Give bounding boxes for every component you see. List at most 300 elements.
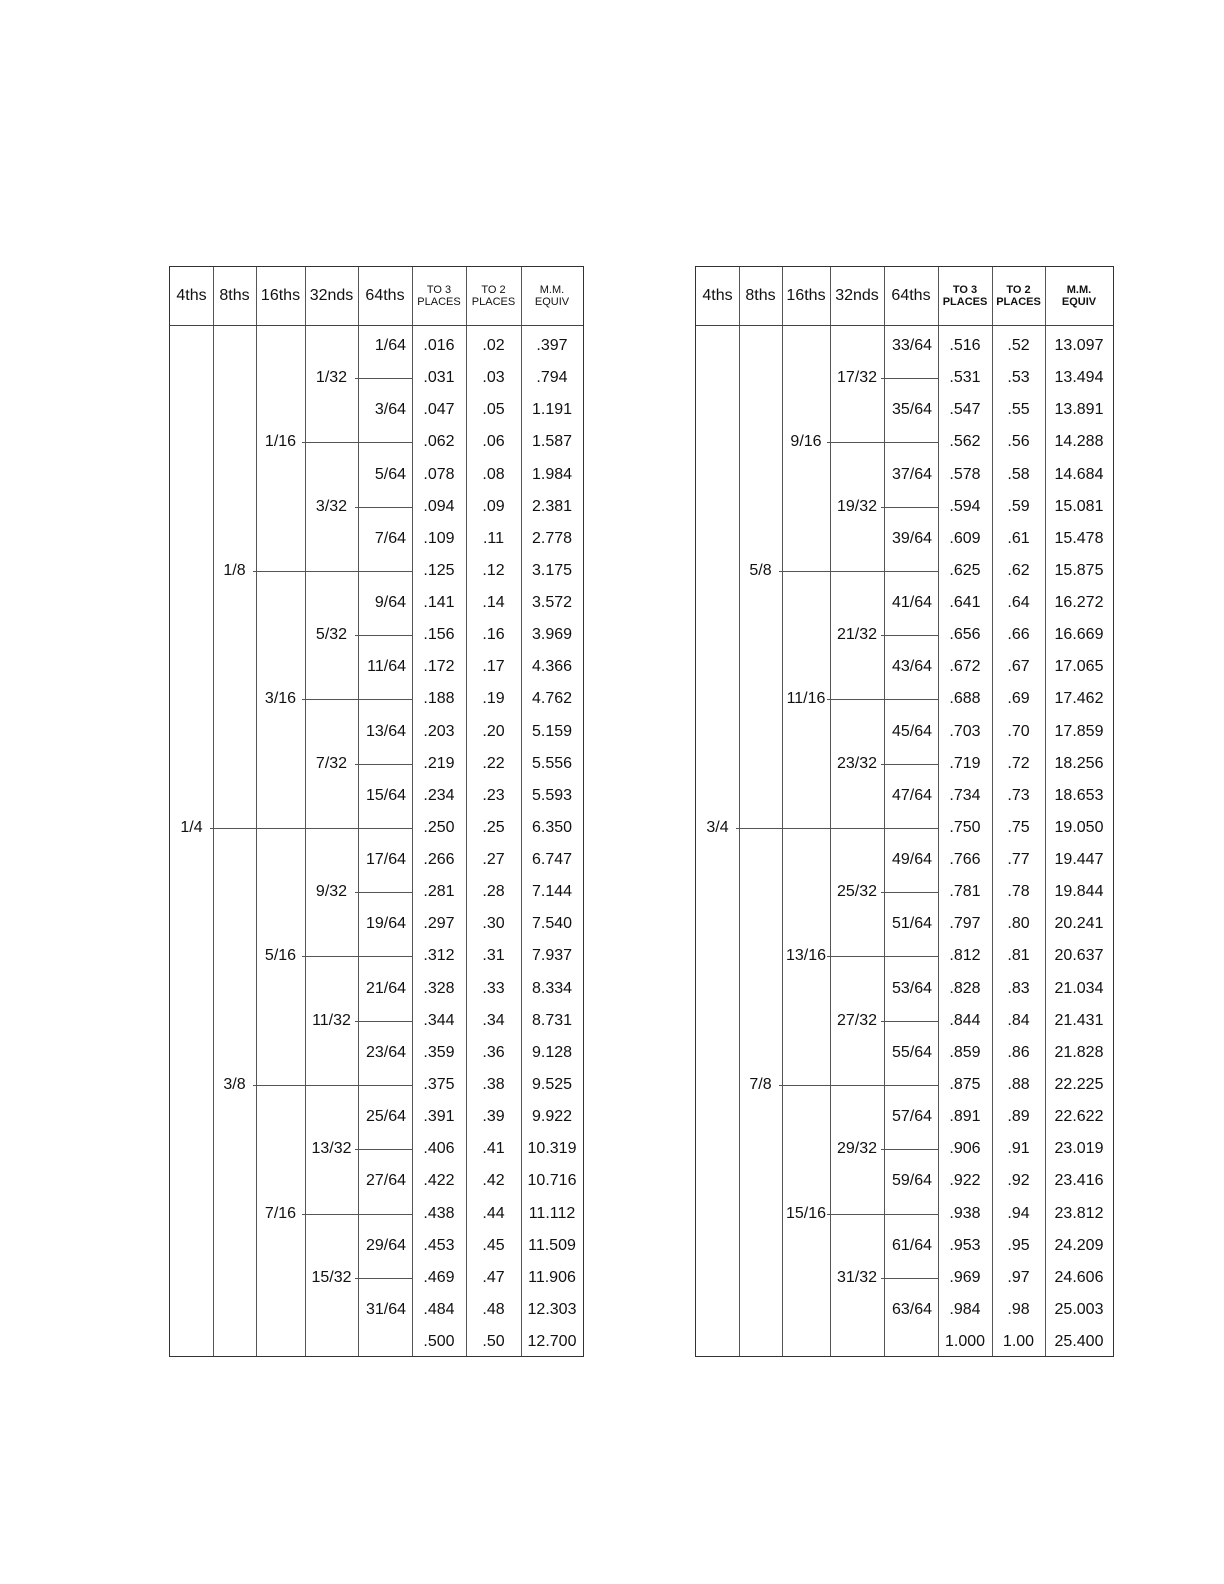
mm-equivalent: 21.034 — [1054, 979, 1104, 997]
mm-equivalent: 24.606 — [1054, 1268, 1104, 1286]
decimal-2-places: .66 — [1007, 626, 1030, 644]
mm-equivalent: 1.191 — [531, 401, 573, 419]
mm-equivalent: 12.303 — [527, 1300, 577, 1318]
decimal-3-places: .734 — [949, 786, 981, 804]
fraction-label: 53/64 — [891, 979, 932, 997]
decimal-2-places: .88 — [1007, 1075, 1030, 1093]
fraction-leader-line — [827, 956, 938, 957]
column-header-line: M.M. — [1066, 284, 1092, 296]
decimal-3-places: .219 — [423, 754, 455, 772]
column-header — [992, 267, 1045, 325]
decimal-2-places: .61 — [1007, 529, 1030, 547]
mm-equivalent: 15.875 — [1054, 561, 1104, 579]
decimal-3-places: .125 — [423, 561, 455, 579]
decimal-3-places: .828 — [949, 979, 981, 997]
mm-equivalent: 2.778 — [531, 529, 573, 547]
mm-equivalent: 2.381 — [531, 497, 573, 515]
decimal-3-places: .750 — [949, 818, 981, 836]
fraction-label: 19/32 — [836, 497, 878, 515]
decimal-2-places: .39 — [482, 1108, 505, 1126]
fraction-label: 17/64 — [365, 851, 406, 869]
column-divider — [521, 267, 522, 1356]
fraction-label: 27/32 — [836, 1011, 878, 1029]
decimal-2-places: .84 — [1007, 1011, 1030, 1029]
fraction-label: 15/32 — [311, 1268, 352, 1286]
mm-equivalent: 8.334 — [531, 979, 573, 997]
fraction-label: 59/64 — [891, 1172, 932, 1190]
mm-equivalent: 15.478 — [1054, 529, 1104, 547]
decimal-2-places: .27 — [482, 851, 505, 869]
column-header — [466, 267, 521, 325]
decimal-2-places: .06 — [482, 433, 505, 451]
decimal-2-places: .23 — [482, 786, 505, 804]
column-header: 8ths — [219, 287, 250, 304]
decimal-2-places: .09 — [482, 497, 505, 515]
fraction-label: 35/64 — [891, 401, 932, 419]
fraction-leader-line — [355, 1278, 412, 1279]
fraction-label: 3/8 — [223, 1075, 246, 1093]
mm-equivalent: 7.937 — [531, 947, 573, 965]
decimal-3-places: .641 — [949, 594, 981, 612]
fraction-label: 47/64 — [891, 786, 932, 804]
fraction-label: 57/64 — [891, 1108, 932, 1126]
decimal-2-places: .97 — [1007, 1268, 1030, 1286]
header-divider — [696, 325, 1113, 326]
column-header — [1045, 267, 1113, 325]
column-header — [938, 267, 992, 325]
fraction-label: 31/32 — [836, 1268, 878, 1286]
decimal-3-places: .156 — [423, 626, 455, 644]
decimal-2-places: .30 — [482, 915, 505, 933]
fraction-label: 7/16 — [264, 1204, 297, 1222]
decimal-3-places: 1.000 — [944, 1333, 986, 1351]
mm-equivalent: 23.416 — [1054, 1172, 1104, 1190]
fraction-label: 25/32 — [836, 883, 878, 901]
decimal-2-places: .36 — [482, 1043, 505, 1061]
column-header — [412, 267, 466, 325]
decimal-3-places: .141 — [423, 594, 455, 612]
decimal-2-places: .38 — [482, 1075, 505, 1093]
decimal-3-places: .672 — [949, 658, 981, 676]
fraction-leader-line — [827, 699, 938, 700]
fraction-label: 5/32 — [315, 626, 348, 644]
decimal-3-places: .844 — [949, 1011, 981, 1029]
decimal-2-places: .86 — [1007, 1043, 1030, 1061]
mm-equivalent: 25.400 — [1054, 1333, 1104, 1351]
decimal-2-places: .83 — [1007, 979, 1030, 997]
fraction-leader-line — [881, 507, 938, 508]
decimal-2-places: .69 — [1007, 690, 1030, 708]
decimal-3-places: .297 — [423, 915, 455, 933]
fraction-label: 33/64 — [891, 337, 932, 354]
column-header: 4ths — [702, 287, 733, 304]
fraction-label: 23/64 — [365, 1043, 406, 1061]
fraction-leader-line — [210, 828, 412, 829]
decimal-3-places: .500 — [423, 1333, 455, 1351]
mm-equivalent: 6.747 — [531, 851, 573, 869]
decimal-2-places: .28 — [482, 883, 505, 901]
mm-equivalent: 4.762 — [531, 690, 573, 708]
fraction-label: 3/64 — [374, 401, 406, 419]
decimal-3-places: .578 — [949, 465, 981, 483]
decimal-2-places: .34 — [482, 1011, 505, 1029]
mm-equivalent: 16.669 — [1054, 626, 1104, 644]
fraction-label: 21/64 — [365, 979, 406, 997]
column-header-line: EQUIV — [534, 296, 570, 308]
fraction-label: 1/8 — [223, 561, 246, 579]
fraction-label: 29/64 — [365, 1236, 406, 1254]
decimal-3-places: .859 — [949, 1043, 981, 1061]
fraction-label: 11/16 — [786, 690, 826, 708]
column-header-line: TO 3 — [426, 284, 452, 296]
mm-equivalent: 8.731 — [531, 1011, 573, 1029]
column-divider — [358, 267, 359, 1356]
fraction-label: 5/64 — [374, 465, 406, 483]
decimal-2-places: .80 — [1007, 915, 1030, 933]
fraction-label: 27/64 — [365, 1172, 406, 1190]
decimal-2-places: .03 — [482, 369, 505, 387]
column-header: 8ths — [745, 287, 776, 304]
mm-equivalent: 10.319 — [527, 1140, 577, 1158]
mm-equivalent: 3.572 — [531, 594, 573, 612]
column-header-line: EQUIV — [1061, 296, 1097, 308]
column-divider — [256, 267, 257, 1356]
decimal-3-places: .984 — [949, 1300, 981, 1318]
decimal-2-places: .48 — [482, 1300, 505, 1318]
column-divider — [213, 267, 214, 1356]
column-divider — [739, 267, 740, 1356]
mm-equivalent: 20.241 — [1054, 915, 1104, 933]
fraction-leader-line — [355, 892, 412, 893]
mm-equivalent: 11.509 — [528, 1236, 576, 1254]
mm-equivalent: 13.097 — [1054, 337, 1104, 354]
mm-equivalent: 15.081 — [1054, 497, 1104, 515]
fraction-leader-line — [355, 1021, 412, 1022]
decimal-3-places: .656 — [949, 626, 981, 644]
fraction-leader-line — [355, 378, 412, 379]
fraction-label: 1/4 — [180, 818, 203, 836]
mm-equivalent: 21.431 — [1054, 1011, 1104, 1029]
mm-equivalent: 9.922 — [531, 1108, 573, 1126]
decimal-3-places: .766 — [949, 851, 981, 869]
decimal-2-places: .14 — [482, 594, 505, 612]
fraction-leader-line — [881, 1149, 938, 1150]
column-divider — [884, 267, 885, 1356]
fraction-label: 39/64 — [891, 529, 932, 547]
decimal-3-places: .406 — [423, 1140, 455, 1158]
decimal-2-places: .78 — [1007, 883, 1030, 901]
mm-equivalent: 9.525 — [531, 1075, 573, 1093]
decimal-2-places: .77 — [1007, 851, 1030, 869]
decimal-3-places: .062 — [423, 433, 455, 451]
column-header: 4ths — [176, 287, 207, 304]
decimal-2-places: 1.00 — [1002, 1333, 1035, 1351]
fraction-label: 13/32 — [311, 1140, 352, 1158]
mm-equivalent: 14.684 — [1054, 465, 1104, 483]
mm-equivalent: 13.891 — [1054, 401, 1104, 419]
decimal-2-places: .59 — [1007, 497, 1030, 515]
decimal-3-places: .391 — [423, 1108, 455, 1126]
column-divider — [1045, 267, 1046, 1356]
column-header: 64ths — [891, 287, 931, 304]
decimal-2-places: .73 — [1007, 786, 1030, 804]
column-divider — [305, 267, 306, 1356]
mm-equivalent: 7.540 — [531, 915, 573, 933]
fraction-label: 5/16 — [264, 947, 297, 965]
fraction-leader-line — [355, 635, 412, 636]
mm-equivalent: 19.844 — [1054, 883, 1104, 901]
decimal-3-places: .922 — [949, 1172, 981, 1190]
fraction-label: 15/16 — [785, 1204, 827, 1222]
mm-equivalent: 21.828 — [1054, 1043, 1104, 1061]
mm-equivalent: 3.175 — [531, 561, 573, 579]
column-header: 16ths — [786, 287, 826, 304]
decimal-3-places: .953 — [949, 1236, 981, 1254]
column-divider — [466, 267, 467, 1356]
column-divider — [938, 267, 939, 1356]
fraction-leader-line — [827, 1214, 938, 1215]
decimal-3-places: .484 — [423, 1300, 455, 1318]
column-header-line: PLACES — [996, 296, 1041, 308]
decimal-2-places: .17 — [482, 658, 505, 676]
mm-equivalent: 10.716 — [527, 1172, 577, 1190]
mm-equivalent: 17.859 — [1054, 722, 1104, 740]
decimal-3-places: .172 — [423, 658, 455, 676]
mm-equivalent: 17.065 — [1054, 658, 1104, 676]
mm-equivalent: 25.003 — [1054, 1300, 1104, 1318]
header-divider — [170, 325, 583, 326]
decimal-2-places: .33 — [482, 979, 505, 997]
column-divider — [782, 267, 783, 1356]
fraction-leader-line — [779, 571, 938, 572]
mm-equivalent: 1.587 — [531, 433, 573, 451]
decimal-3-places: .188 — [423, 690, 455, 708]
decimal-2-places: .62 — [1007, 561, 1030, 579]
decimal-3-places: .719 — [949, 754, 981, 772]
column-header-line: PLACES — [471, 296, 516, 308]
decimal-3-places: .891 — [949, 1108, 981, 1126]
decimal-2-places: .11 — [482, 529, 505, 547]
decimal-2-places: .72 — [1007, 754, 1030, 772]
fraction-leader-line — [302, 1214, 412, 1215]
mm-equivalent: .397 — [536, 337, 568, 354]
mm-equivalent: 7.144 — [531, 883, 573, 901]
decimal-3-places: .625 — [949, 561, 981, 579]
fraction-label: 11/64 — [367, 658, 406, 676]
decimal-3-places: .531 — [949, 369, 981, 387]
decimal-3-places: .047 — [423, 401, 455, 419]
decimal-2-places: .44 — [482, 1204, 505, 1222]
decimal-3-places: .016 — [423, 337, 455, 354]
decimal-3-places: .375 — [423, 1075, 455, 1093]
mm-equivalent: 24.209 — [1054, 1236, 1104, 1254]
fraction-label: 9/64 — [374, 594, 406, 612]
fraction-label: 13/64 — [365, 722, 406, 740]
fraction-label: 29/32 — [836, 1140, 878, 1158]
mm-equivalent: 5.159 — [531, 722, 573, 740]
column-header-line: TO 2 — [481, 284, 506, 296]
decimal-2-places: .02 — [482, 337, 505, 354]
decimal-3-places: .875 — [949, 1075, 981, 1093]
fraction-label: 1/16 — [264, 433, 297, 451]
fraction-label: 25/64 — [365, 1108, 406, 1126]
fraction-label: 13/16 — [785, 947, 827, 965]
fraction-label: 19/64 — [365, 915, 406, 933]
fraction-leader-line — [355, 764, 412, 765]
fraction-label: 45/64 — [891, 722, 932, 740]
column-divider — [830, 267, 831, 1356]
fraction-leader-line — [253, 571, 412, 572]
fraction-leader-line — [881, 764, 938, 765]
decimal-2-places: .05 — [482, 401, 505, 419]
column-divider — [992, 267, 993, 1356]
mm-equivalent: 23.812 — [1054, 1204, 1104, 1222]
fraction-label: 1/64 — [374, 337, 406, 354]
decimal-2-places: .12 — [482, 561, 505, 579]
mm-equivalent: 5.556 — [531, 754, 573, 772]
fraction-label: 3/16 — [264, 690, 297, 708]
fraction-label: 51/64 — [891, 915, 932, 933]
decimal-2-places: .16 — [482, 626, 505, 644]
fraction-label: 49/64 — [891, 851, 932, 869]
decimal-2-places: .19 — [482, 690, 505, 708]
fraction-leader-line — [302, 956, 412, 957]
decimal-3-places: .594 — [949, 497, 981, 515]
decimal-3-places: .266 — [423, 851, 455, 869]
fraction-label: 5/8 — [749, 561, 772, 579]
decimal-3-places: .812 — [949, 947, 981, 965]
fraction-label: 41/64 — [891, 594, 932, 612]
decimal-2-places: .64 — [1007, 594, 1030, 612]
fraction-table-right — [695, 266, 1114, 1357]
decimal-2-places: .95 — [1007, 1236, 1030, 1254]
decimal-2-places: .25 — [482, 818, 505, 836]
decimal-3-places: .609 — [949, 529, 981, 547]
fraction-leader-line — [355, 507, 412, 508]
fraction-table-left — [169, 266, 584, 1357]
fraction-leader-line — [779, 1085, 938, 1086]
fraction-leader-line — [881, 1278, 938, 1279]
decimal-2-places: .53 — [1007, 369, 1030, 387]
decimal-2-places: .41 — [482, 1140, 505, 1158]
decimal-3-places: .094 — [423, 497, 455, 515]
fraction-label: 7/32 — [315, 754, 348, 772]
column-header-line: TO 2 — [1006, 284, 1031, 296]
decimal-3-places: .562 — [949, 433, 981, 451]
mm-equivalent: 17.462 — [1054, 690, 1104, 708]
mm-equivalent: 3.969 — [531, 626, 573, 644]
column-header-line: TO 3 — [952, 284, 978, 296]
mm-equivalent: 20.637 — [1054, 947, 1104, 965]
mm-equivalent: 22.225 — [1054, 1075, 1104, 1093]
decimal-2-places: .45 — [482, 1236, 505, 1254]
mm-equivalent: 6.350 — [531, 818, 573, 836]
column-header — [521, 267, 583, 325]
column-header-line: M.M. — [539, 284, 565, 296]
mm-equivalent: 14.288 — [1054, 433, 1104, 451]
mm-equivalent: 4.366 — [531, 658, 573, 676]
fraction-label: 7/8 — [749, 1075, 772, 1093]
mm-equivalent: 23.019 — [1054, 1140, 1104, 1158]
mm-equivalent: 19.447 — [1054, 851, 1104, 869]
decimal-3-places: .547 — [949, 401, 981, 419]
decimal-3-places: .453 — [423, 1236, 455, 1254]
fraction-label: 3/32 — [315, 497, 348, 515]
decimal-2-places: .89 — [1007, 1108, 1030, 1126]
decimal-3-places: .203 — [423, 722, 455, 740]
decimal-3-places: .438 — [423, 1204, 455, 1222]
decimal-2-places: .94 — [1007, 1204, 1030, 1222]
decimal-3-places: .281 — [423, 883, 455, 901]
fraction-label: 61/64 — [891, 1236, 932, 1254]
mm-equivalent: 12.700 — [527, 1333, 577, 1351]
mm-equivalent: 9.128 — [531, 1043, 573, 1061]
mm-equivalent: .794 — [536, 369, 568, 387]
decimal-3-places: .688 — [949, 690, 981, 708]
decimal-3-places: .312 — [423, 947, 455, 965]
decimal-3-places: .344 — [423, 1011, 455, 1029]
decimal-3-places: .250 — [423, 818, 455, 836]
decimal-3-places: .078 — [423, 465, 455, 483]
decimal-3-places: .797 — [949, 915, 981, 933]
decimal-3-places: .422 — [423, 1172, 455, 1190]
decimal-2-places: .91 — [1007, 1140, 1030, 1158]
mm-equivalent: 11.112 — [528, 1204, 576, 1222]
fraction-leader-line — [736, 828, 938, 829]
column-header: 32nds — [835, 287, 879, 304]
mm-equivalent: 16.272 — [1054, 594, 1104, 612]
decimal-2-places: .42 — [482, 1172, 505, 1190]
decimal-2-places: .67 — [1007, 658, 1030, 676]
fraction-label: 21/32 — [836, 626, 878, 644]
mm-equivalent: 18.256 — [1054, 754, 1104, 772]
decimal-2-places: .81 — [1007, 947, 1030, 965]
decimal-2-places: .22 — [482, 754, 505, 772]
fraction-label: 1/32 — [315, 369, 348, 387]
fraction-label: 55/64 — [891, 1043, 932, 1061]
fraction-leader-line — [881, 1021, 938, 1022]
fraction-label: 3/4 — [706, 818, 729, 836]
decimal-2-places: .92 — [1007, 1172, 1030, 1190]
decimal-3-places: .469 — [423, 1268, 455, 1286]
fraction-label: 23/32 — [836, 754, 878, 772]
decimal-2-places: .56 — [1007, 433, 1030, 451]
mm-equivalent: 13.494 — [1054, 369, 1104, 387]
fraction-leader-line — [302, 699, 412, 700]
decimal-3-places: .031 — [423, 369, 455, 387]
mm-equivalent: 19.050 — [1054, 818, 1104, 836]
decimal-2-places: .98 — [1007, 1300, 1030, 1318]
fraction-label: 11/32 — [312, 1011, 351, 1029]
fraction-label: 37/64 — [891, 465, 932, 483]
fraction-label: 9/16 — [790, 433, 822, 451]
fraction-label: 63/64 — [891, 1300, 932, 1318]
decimal-2-places: .08 — [482, 465, 505, 483]
decimal-3-places: .516 — [949, 337, 981, 354]
column-header: 16ths — [260, 287, 301, 304]
column-divider — [412, 267, 413, 1356]
decimal-2-places: .50 — [482, 1333, 505, 1351]
decimal-3-places: .781 — [949, 883, 981, 901]
fraction-leader-line — [881, 378, 938, 379]
fraction-leader-line — [881, 892, 938, 893]
decimal-3-places: .234 — [423, 786, 455, 804]
column-header: 32nds — [309, 287, 354, 304]
fraction-leader-line — [302, 442, 412, 443]
decimal-3-places: .703 — [949, 722, 981, 740]
column-header: 64ths — [365, 287, 405, 304]
fraction-leader-line — [253, 1085, 412, 1086]
